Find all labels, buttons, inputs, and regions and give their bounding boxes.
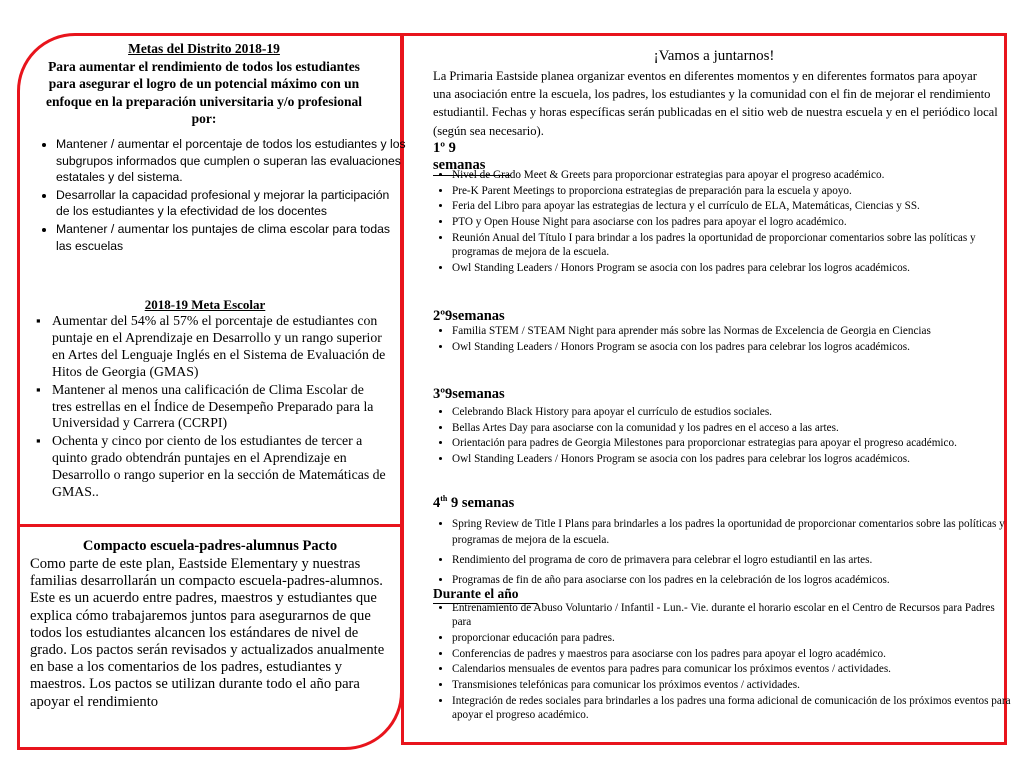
list-item: • Desarrollar la capacidad profesional y mejorar la participación de los estudiantes y la efectividad de los docentes (56, 187, 406, 220)
list-item: • Entrenamiento de Abuso Voluntario / Infantil - Lun.- Vie. durante el horario escolar en el Centro de Recursos para Padres para (452, 601, 1012, 629)
compact-title: Compacto escuela-padres-alumnus Pacto (82, 538, 338, 554)
section-heading-3: 3º9semanas (433, 386, 505, 402)
list-item: • Feria del Libro para apoyar las estrategias de lectura y el currículo de ELA, Matemáticas, Ciencias y SS. (452, 199, 1012, 213)
section-list-3 (433, 405, 1012, 468)
school-goal-title: 2018-19 Meta Escolar (144, 297, 266, 312)
section-heading-5: Durante el año (433, 586, 537, 604)
list-item: • Calendarios mensuales de eventos para padres para comunicar los próximos eventos / actividades. (452, 662, 1012, 676)
list-item: • Integración de redes sociales para brindarles a los padres una forma adicional de comunicación de los próximos eventos para apoyar el progreso académico. (452, 694, 1012, 722)
list-item: • Mantener / aumentar los puntajes de clima escolar para todas las escuelas (56, 221, 406, 254)
list-item: • Mantener / aumentar el porcentaje de todos los estudiantes y los subgrupos informados que cumplen o superan las evaluaciones estatales y del sistema. (56, 136, 406, 186)
list-item: • Familia STEM / STEAM Night para aprender más sobre las Normas de Excelencia de Georgia en Ciencias (452, 324, 1012, 338)
list-item: • proporcionar educación para padres. (452, 631, 1012, 645)
section-heading-4: 4th 9 semanas (433, 494, 515, 511)
list-item: • PTO y Open House Night para asociarse con los padres para apoyar el logro académico. (452, 215, 1012, 229)
section-list-2 (433, 324, 1012, 355)
district-goals-list (36, 136, 406, 255)
list-item: • Transmisiones telefónicas para comunicar los próximos eventos / actividades. (452, 678, 1012, 692)
section-heading-1: 1º 9 semanas (433, 140, 511, 176)
list-item: • Conferencias de padres y maestros para asociarse con los padres para apoyar el logro académico. (452, 647, 1012, 661)
list-item: ▪ Mantener al menos una calificación de Clima Escolar de tres estrellas en el Índice de Desempeño Preparado para la Universidad y Carrera (CCRPI) (52, 382, 387, 433)
compact-text: Como parte de este plan, Eastside Elementary y nuestras familias desarrollarán un compacto escuela-padres-alumnos. Este es un acuerdo entre padres, maestros y estudiantes que explica cómo trabajaremos juntos para asegurarnos de que todos los estudiantes alcancen los estándares de nivel de grado. Los pactos serán revisados y actualizados anualmente en base a los comentarios de los padres, estudiantes y maestros. Los pactos se utilizan durante todo el año para apoyar el rendimiento (30, 556, 385, 710)
district-goals-title: Metas del Distrito 2018-19 (128, 41, 280, 56)
list-item: • Owl Standing Leaders / Honors Program se asocia con los padres para celebrar los logros académicos. (452, 340, 1012, 354)
section-list-1 (433, 168, 1012, 276)
list-item: • Nivel de Grado Meet & Greets para proporcionar estrategias para apoyar el progreso académico. (452, 168, 1012, 182)
list-item: • Pre-K Parent Meetings to proporciona estrategias de preparación para la escuela y apoyo. (452, 184, 1012, 198)
list-item: • Programas de fin de año para asociarse con los padres en la celebración de los logros académicos. (452, 572, 1012, 588)
district-goals-subtitle: Para aumentar el rendimiento de todos los estudiantes para asegurar el logro de un potencial máximo con un enfoque en la preparación universitaria y/o profesional por: (45, 58, 362, 126)
list-item: ▪ Aumentar del 54% al 57% el porcentaje de estudiantes con puntaje en el Aprendizaje en Desarrollo y un rango superior en Artes del Lenguaje Inglés en el Sistema de Evaluación de Hitos de Georgia (GMAS) (52, 313, 387, 381)
list-item: • Reunión Anual del Título I para brindar a los padres la oportunidad de proporcionar comentarios sobre las políticas y programas de mejora de la escuela. (452, 231, 1012, 259)
section-list-4 (433, 516, 1012, 590)
list-item: • Owl Standing Leaders / Honors Program se asocia con los padres para celebrar los logros académicos. (452, 452, 1012, 466)
list-item: • Spring Review de Title I Plans para brindarles a los padres la oportunidad de proporcionar comentarios sobre las políticas y programas de mejora de la escuela. (452, 516, 1012, 548)
list-item: ▪ Ochenta y cinco por ciento de los estudiantes de tercer a quinto grado obtendrán puntajes en el Aprendizaje en Desarrollo o rango superior en la sección de Matemáticas de GMAS.. (52, 433, 387, 501)
list-item: • Celebrando Black History para apoyar el currículo de estudios sociales. (452, 405, 1012, 419)
school-goal-list (34, 313, 387, 502)
together-title: ¡Vamos a juntarnos! (653, 48, 775, 64)
list-item: • Rendimiento del programa de coro de primavera para celebrar el logro estudiantil en las artes. (452, 552, 1012, 568)
together-intro: La Primaria Eastside planea organizar eventos en diferentes momentos y en diferentes formatos para apoyar una asociación entre la escuela, los padres, los estudiantes y la comunidad con el fin de mejorar el rendimiento estudiantil. Fechas y horas específicas serán publicadas en el sitio web de nuestra escuela y en el periódico local (según sea necesario). (433, 69, 998, 138)
list-item: • Bellas Artes Day para asociarse con la comunidad y los padres en el acceso a las artes. (452, 421, 1012, 435)
section-heading-2: 2º9semanas (433, 308, 505, 324)
list-item: • Orientación para padres de Georgia Milestones para proporcionar estrategias para apoyar el progreso académico. (452, 436, 1012, 450)
section-list-5 (433, 601, 1012, 724)
list-item: • Owl Standing Leaders / Honors Program se asocia con los padres para celebrar los logros académicos. (452, 261, 1012, 275)
district-goals-header (44, 40, 364, 128)
